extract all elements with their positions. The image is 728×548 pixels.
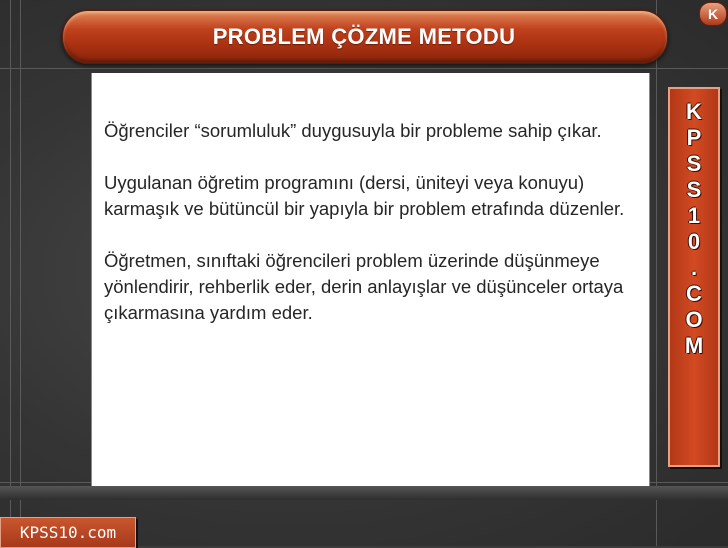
slide-title: PROBLEM ÇÖZME METODU — [212, 24, 516, 49]
side-letter: M — [684, 333, 704, 358]
paragraph-2: Uygulanan öğretim programını (dersi, üniteyi veya konuyu) karmaşık ve bütüncül bir yapıyla bir problem etrafında düzenler. — [104, 172, 625, 219]
content-text — [104, 118, 634, 352]
footer-site-label[interactable]: KPSS10.com — [0, 517, 136, 548]
paragraph-1: Öğrenciler “sorumluluk” duygusuyla bir probleme sahip çıkar. — [104, 120, 602, 141]
side-letter: 1 — [687, 203, 701, 228]
side-logo-letters — [670, 99, 718, 359]
side-letter: . — [690, 255, 698, 280]
side-letter: C — [686, 281, 702, 306]
divider-line-top — [0, 68, 728, 69]
divider-line-left — [10, 0, 11, 546]
side-logo-panel — [668, 87, 720, 467]
side-letter: S — [686, 177, 702, 202]
corner-badge: K — [699, 2, 727, 26]
paragraph-3: Öğretmen, sınıftaki öğrencileri problem üzerinde düşünmeye yönlendirir, rehberlik eder, derin anlayışlar ve düşünceler ortaya çıkarmasına yardım eder. — [104, 250, 624, 323]
divider-line-right — [656, 0, 657, 546]
side-letter: K — [686, 99, 702, 124]
side-letter: 0 — [687, 229, 701, 254]
side-letter: O — [685, 307, 703, 332]
divider-line-left-2 — [20, 0, 21, 546]
side-letter: S — [686, 151, 702, 176]
footer-bar — [0, 486, 728, 500]
side-letter: P — [686, 125, 702, 150]
